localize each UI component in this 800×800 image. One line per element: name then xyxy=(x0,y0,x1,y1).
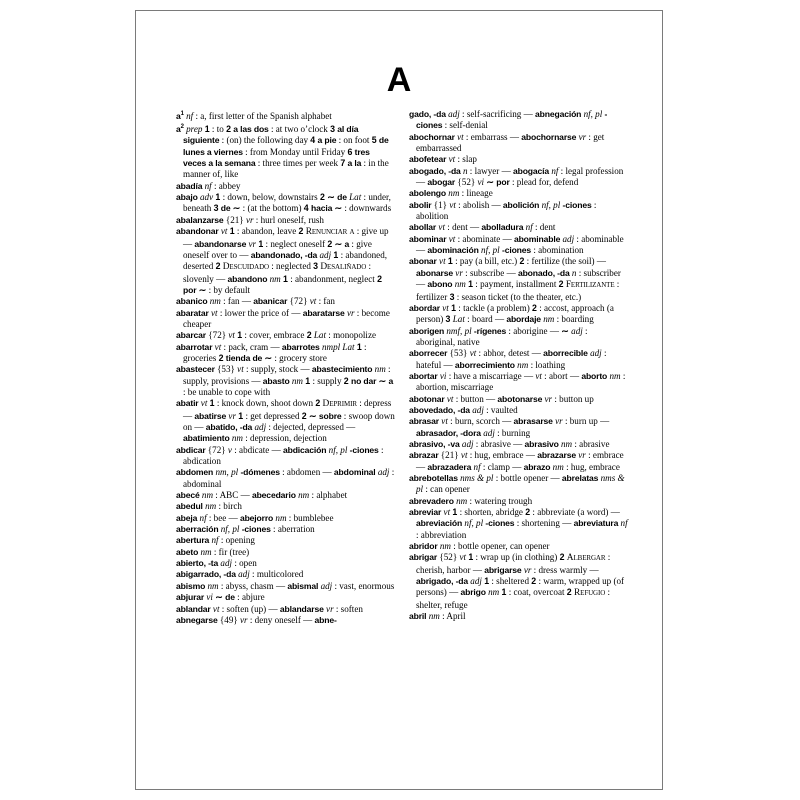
dictionary-entry: abolir {1} vt : abolish — abolición nf, pl -ciones : abolition xyxy=(409,199,597,222)
dictionary-entry: abarrotar vt : pack, cram — abarrotes nmpl Lat 1 : groceries 2 tienda de ∼ : grocery store xyxy=(176,341,367,363)
dictionary-entry: abofetear vt : slap xyxy=(409,154,477,165)
dictionary-entry: abnegarse {49} vr : deny oneself — abne- xyxy=(176,614,337,625)
dictionary-entry: abovedado, -da adj : vaulted xyxy=(409,404,518,415)
dictionary-entry: abrigar {52} vt 1 : wrap up (in clothing) 2 Albergar : cherish, harbor — abrigarse vr : dress warmly — abrigado, -da adj 1 : sheltered 2 : warm, wrapped up (of persons) — abrigo nm 1 : coat, overcoat 2 Refugio : shelter, refuge xyxy=(409,552,625,610)
dictionary-entry: abismo nm : abyss, chasm — abismal adj : vast, enormous xyxy=(176,580,395,591)
dictionary-entry: abastecer {53} vt : supply, stock — abastecimiento nm : supply, provisions — abasto nm 1 : supply 2 no dar ∼ a : be unable to cope with xyxy=(176,364,394,397)
dictionary-entry: abominar vt : abominate — abominable adj : abominable — abominación nf, pl -ciones : abomination xyxy=(409,233,624,256)
dictionary-entry: abatir vt 1 : knock down, shoot down 2 Deprimir : depress — abatirse vr 1 : get depressed 2 ∼ sobre : swoop down on — abatido, -da adj : dejected, depressed — abatimiento nm : depression, dejection xyxy=(176,398,395,444)
dictionary-entry: abandonar vt 1 : abandon, leave 2 Renunciar a : give up — abandonarse vr 1 : neglect oneself 2 ∼ a : give oneself over to — abandonado, -da adj 1 : abandoned, deserted 2 Descuidado : neglected 3 Desaliñado : slovenly — abandono nm 1 : abandonment, neglect 2 por ∼ : by default xyxy=(176,226,389,295)
dictionary-entry: $a^1$ nf : a, first letter of the Spanish alphabet xyxy=(176,110,332,121)
dictionary-entry: abarcar {72} vt 1 : cover, embrace 2 Lat : monopolize xyxy=(176,330,377,341)
dictionary-entry: abalanzarse {21} vr : hurl oneself, rush xyxy=(176,214,324,225)
dictionary-entry: abeto nm : fir (tree) xyxy=(176,546,250,557)
dictionary-columns xyxy=(176,109,628,626)
dictionary-entry: abanico nm : fan — abanicar {72} vt : fan xyxy=(176,296,335,307)
dictionary-entry: abochornar vt : embarrass — abochornarse vr : get embarrassed xyxy=(409,131,605,154)
dictionary-entry: abolengo nm : lineage xyxy=(409,188,493,199)
dictionary-entry: abreviar vt 1 : shorten, abridge 2 : abbreviate (a word) — abreviación nf, pl -ciones : shortening — abreviatura nf : abbreviation xyxy=(409,507,628,540)
dictionary-entry: abjurar vi ∼ de : abjure xyxy=(176,592,265,603)
dictionary-entry: abigarrado, -da adj : multicolored xyxy=(176,569,304,580)
page-title: A xyxy=(386,61,412,99)
left-column xyxy=(176,109,395,626)
right-column xyxy=(409,109,628,626)
dictionary-entry: abrasar vt : burn, scorch — abrasarse vr : burn up — abrasador, -dora adj : burning xyxy=(409,416,610,438)
dictionary-entry: abrazar {21} vt : hug, embrace — abrazarse vr : embrace — abrazadera nf : clamp — abrazo nm : hug, embrace xyxy=(409,450,624,472)
dictionary-entry: abadía nf : abbey xyxy=(176,180,241,191)
dictionary-entry: aberración nf, pl -ciones : aberration xyxy=(176,524,315,535)
dictionary-entry: abonar vt 1 : pay (a bill, etc.) 2 : fertilize (the soil) — abonarse vr : subscribe — abonado, -da n : subscriber — abono nm 1 : payment, installment 2 Fertilizante : fertilizer 3 : season ticket (to the theater, etc.) xyxy=(409,256,621,302)
dictionary-entry: abortar vi : have a miscarriage — vt : abort — aborto nm : abortion, miscarriage xyxy=(409,370,626,393)
dictionary-entry: abdomen nm, pl -dómenes : abdomen — abdominal adj : abdominal xyxy=(176,467,395,489)
dictionary-entry: abaratar vt : lower the price of — abaratarse vr : become cheaper xyxy=(176,307,390,329)
dictionary-entry: aborigen nmf, pl -rígenes : aborigine — ∼ adj : aboriginal, native xyxy=(409,325,588,347)
dictionary-entry: abotonar vt : button — abotonarse vr : button up xyxy=(409,393,594,404)
dictionary-entry: abollar vt : dent — abolladura nf : dent xyxy=(409,222,556,233)
dictionary-entry: abrasivo, -va adj : abrasive — abrasivo nm : abrasive xyxy=(409,438,610,449)
dictionary-entry: aborrecer {53} vt : abhor, detest — aborrecible adj : hateful — aborrecimiento nm : loathing xyxy=(409,348,607,370)
dictionary-entry: abecé nm : ABC — abecedario nm : alphabet xyxy=(176,490,348,501)
dictionary-entry: abdicar {72} v : abdicate — abdicación nf, pl -ciones : abdication xyxy=(176,444,384,467)
dictionary-entry: abordar vt 1 : tackle (a problem) 2 : accost, approach (a person) 3 Lat : board — abordaje nm : boarding xyxy=(409,302,614,325)
dictionary-entry: abril nm : April xyxy=(409,611,466,622)
dictionary-entry: abrevadero nm : watering trough xyxy=(409,495,533,506)
dictionary-entry: abajo adv 1 : down, below, downstairs 2 ∼ de Lat : under, beneath 3 de ∼ : (at the bottom) 4 hacia ∼ : downwards xyxy=(176,192,392,214)
dictionary-entry: ablandar vt : soften (up) — ablandarse vr : soften xyxy=(176,603,363,614)
dictionary-entry: abedul nm : birch xyxy=(176,501,242,512)
dictionary-entry: abertura nf : opening xyxy=(176,535,255,546)
dictionary-entry: abeja nf : bee — abejorro nm : bumblebee xyxy=(176,512,334,523)
dictionary-entry: abierto, -ta adj : open xyxy=(176,558,257,569)
dictionary-entry: abogado, -da n : lawyer — abogacía nf : legal profession — abogar {52} vi ∼ por : plead for, defend xyxy=(409,165,624,188)
dictionary-entry: abridor nm : bottle opener, can opener xyxy=(409,541,550,552)
dictionary-entry: $a^2$ prep 1 : to 2 a las dos : at two o’clock 3 al día siguiente : (on) the following day 4 a pie : on foot 5 de lunes a viernes : from Monday until Friday 6 tres veces a la semana : three times per week 7 a la : in the manner of, like xyxy=(176,124,389,180)
dictionary-entry: abrebotellas nms & pl : bottle opener — abrelatas nms & pl : can opener xyxy=(409,473,625,495)
dictionary-entry: gado, -da adj : self-sacrificing — abnegación nf, pl -ciones : self-denial xyxy=(409,109,608,131)
dictionary-page-sheet xyxy=(135,10,663,790)
